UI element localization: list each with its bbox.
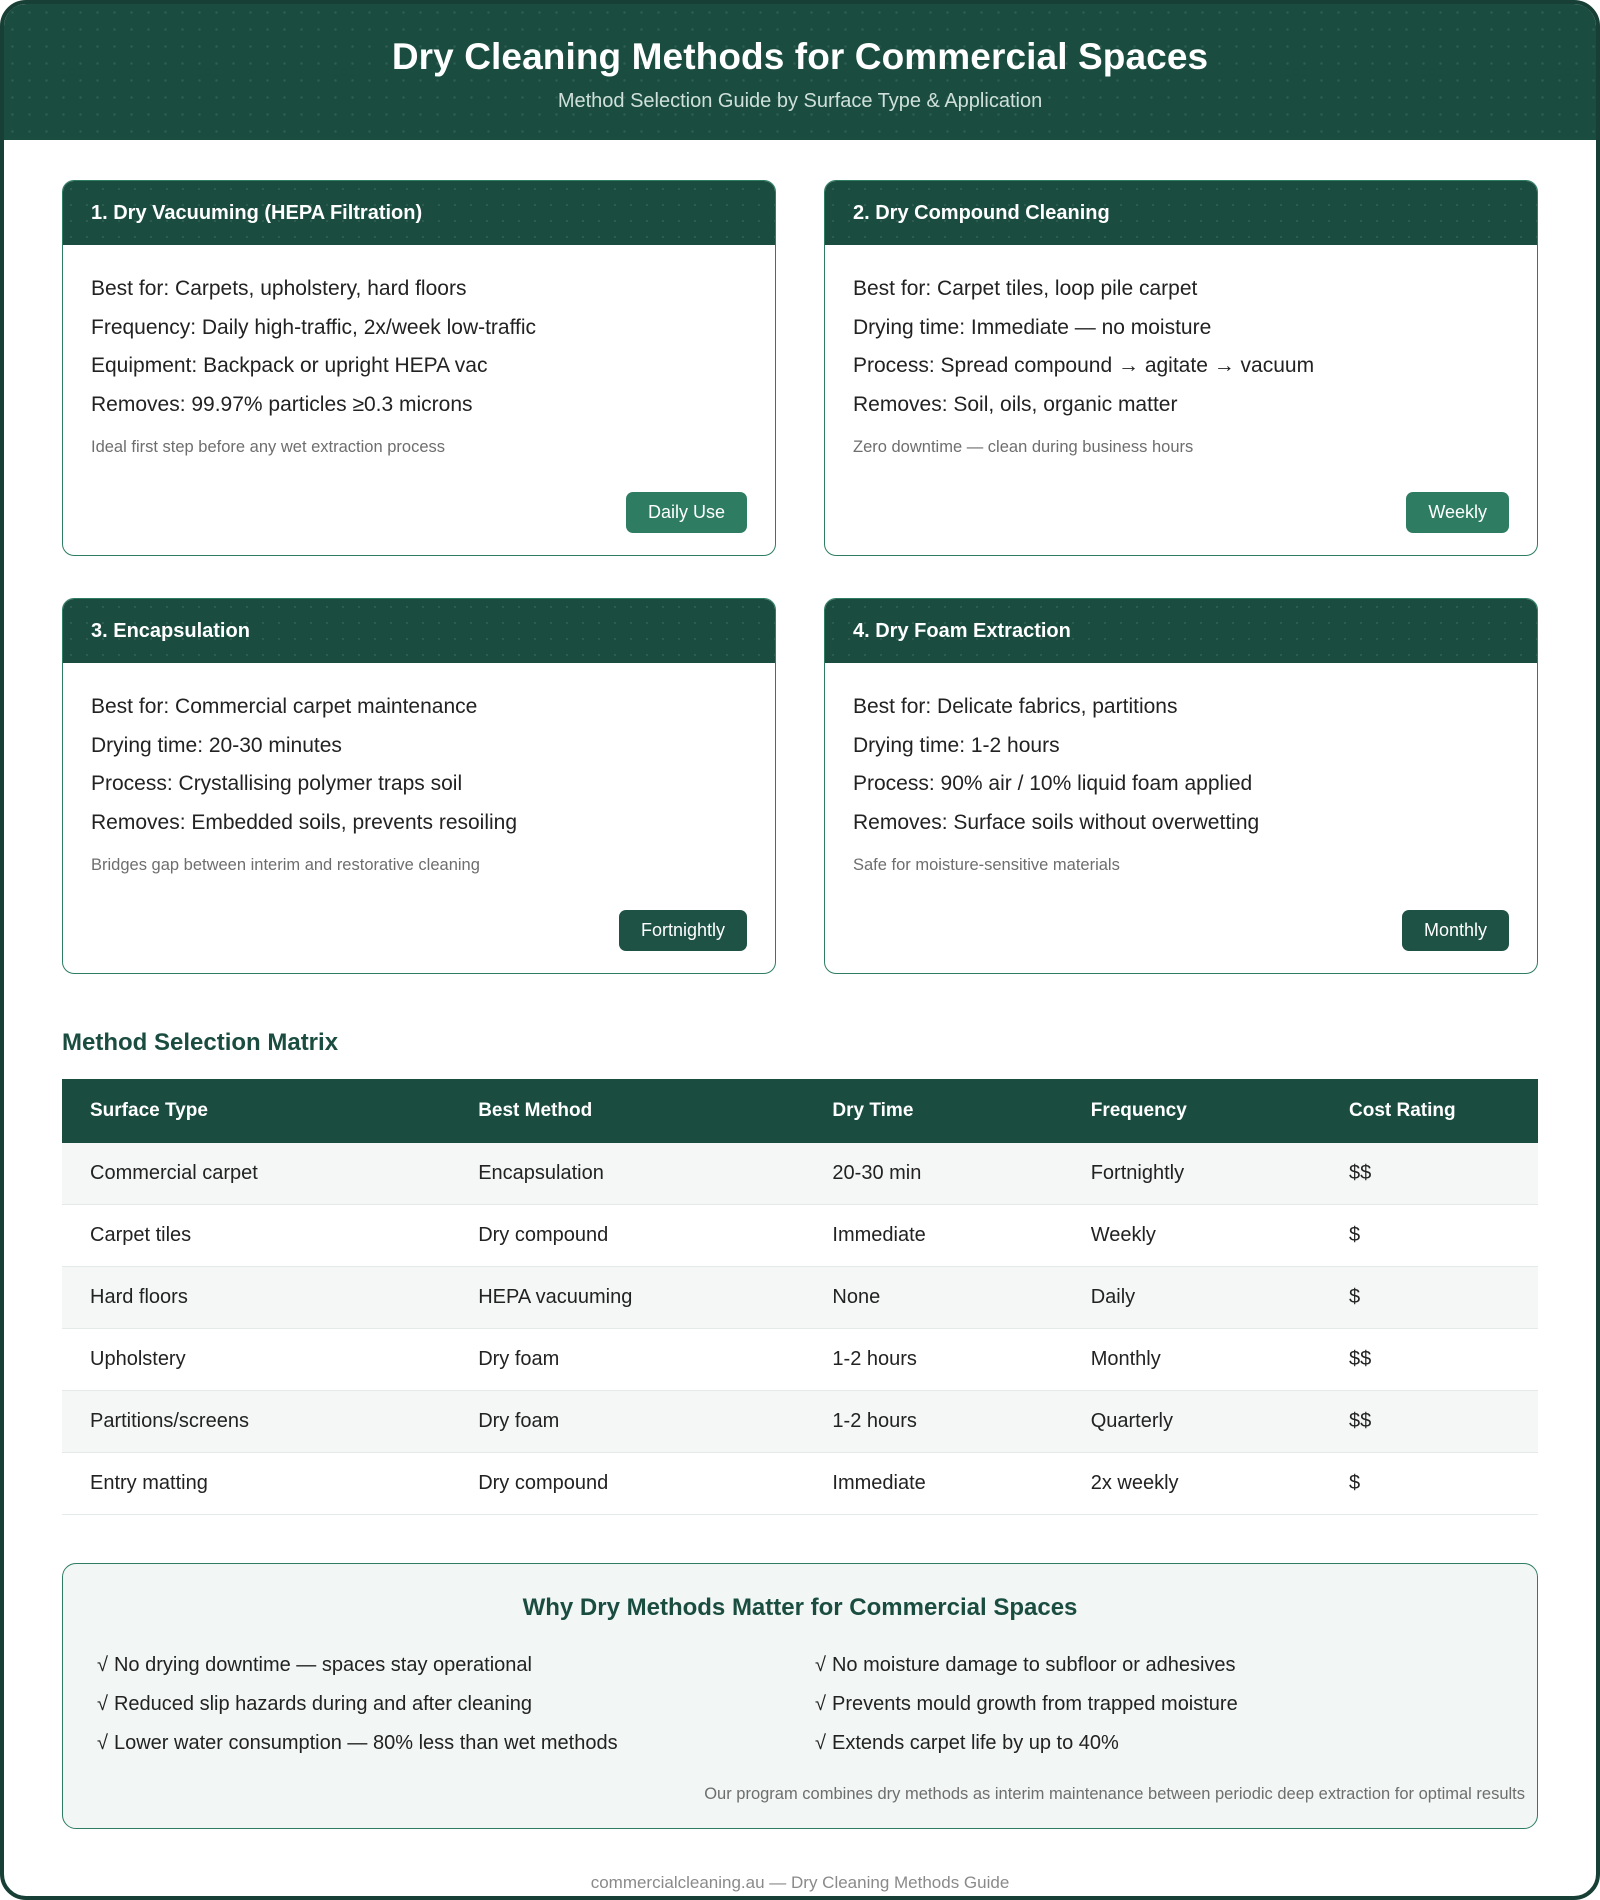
check-icon: √ — [815, 1693, 826, 1716]
cell-cost-rating: $ — [1321, 1453, 1538, 1515]
cell-cost-rating: $$ — [1321, 1329, 1538, 1391]
method-card-3-line-1: Best for: Commercial carpet maintenance — [91, 695, 478, 719]
page-title: Dry Cleaning Methods for Commercial Spaces — [391, 36, 1209, 77]
cell-best-method: Dry foam — [450, 1329, 804, 1391]
column-header-best-method: Best Method — [450, 1079, 804, 1143]
method-card-1-line-3: Equipment: Backpack or upright HEPA vac — [91, 354, 488, 378]
method-card-3-body — [63, 663, 775, 973]
method-card-3-line-3: Process: Crystallising polymer traps soil — [91, 772, 463, 796]
page-footer: commercialcleaning.au — Dry Cleaning Methods Guide — [590, 1873, 1010, 1893]
cell-dry-time: Immediate — [804, 1453, 1062, 1515]
benefit-text: Lower water consumption — 80% less than wet methods — [113, 1732, 618, 1755]
method-card-2-body — [825, 245, 1537, 555]
method-card-grid — [62, 180, 1538, 974]
cell-surface-type: Carpet tiles — [62, 1205, 450, 1267]
cell-surface-type: Partitions/screens — [62, 1391, 450, 1453]
method-card-2-badge[interactable]: Weekly — [1406, 492, 1509, 533]
method-card-2-header — [825, 181, 1537, 245]
table-row[interactable] — [62, 1391, 1538, 1453]
method-card-1-body — [63, 245, 775, 555]
check-icon: √ — [815, 1732, 826, 1755]
method-card-4-title: 4. Dry Foam Extraction — [853, 620, 1071, 643]
method-card-4-header — [825, 599, 1537, 663]
method-card-1-line-4: Removes: 99.97% particles ≥0.3 microns — [91, 392, 473, 416]
benefit-text: Extends carpet life by up to 40% — [831, 1732, 1119, 1755]
page-subtitle: Method Selection Guide by Surface Type & Application — [557, 90, 1043, 113]
matrix-section-title: Method Selection Matrix — [62, 1029, 339, 1057]
cell-cost-rating: $ — [1321, 1205, 1538, 1267]
benefit-text: Reduced slip hazards during and after cleaning — [113, 1693, 533, 1716]
table-body — [62, 1143, 1538, 1515]
method-card-1-title: 1. Dry Vacuuming (HEPA Filtration) — [91, 202, 423, 224]
page-header — [4, 4, 1596, 140]
method-card-1-note: Ideal first step before any wet extraction process — [91, 438, 446, 457]
method-card-2-note: Zero downtime — clean during business hours — [853, 438, 1194, 457]
column-header-dry-time: Dry Time — [804, 1079, 1062, 1143]
method-card-1-line-2: Frequency: Daily high-traffic, 2x/week low-traffic — [91, 315, 537, 339]
benefit-item — [815, 1724, 1503, 1763]
method-selection-table — [62, 1079, 1538, 1515]
table-row[interactable] — [62, 1143, 1538, 1205]
method-card-1-badge-row — [91, 460, 747, 533]
cell-dry-time: Immediate — [804, 1205, 1062, 1267]
method-card-4-line-4: Removes: Surface soils without overwetting — [853, 810, 1260, 834]
check-icon: √ — [97, 1693, 108, 1716]
cell-best-method: HEPA vacuuming — [450, 1267, 804, 1329]
check-icon: √ — [97, 1732, 108, 1755]
method-card-1-badge[interactable]: Daily Use — [626, 492, 747, 533]
table-row[interactable] — [62, 1453, 1538, 1515]
method-card-4-badge[interactable]: Monthly — [1402, 910, 1509, 951]
benefit-text: No moisture damage to subfloor or adhesives — [831, 1654, 1236, 1677]
check-icon: √ — [97, 1654, 108, 1677]
cell-dry-time: 20-30 min — [804, 1143, 1062, 1205]
cell-surface-type: Entry matting — [62, 1453, 450, 1515]
method-card-4-note: Safe for moisture-sensitive materials — [853, 856, 1120, 875]
table-row[interactable] — [62, 1329, 1538, 1391]
method-card-3-line-2: Drying time: 20-30 minutes — [91, 733, 342, 757]
table-row[interactable] — [62, 1205, 1538, 1267]
method-card-2-line-1: Best for: Carpet tiles, loop pile carpet — [853, 277, 1198, 300]
cell-frequency: Fortnightly — [1063, 1143, 1321, 1205]
benefit-item — [815, 1685, 1503, 1724]
method-card-1-header — [63, 181, 775, 245]
benefits-title: Why Dry Methods Matter for Commercial Spaces — [522, 1594, 1078, 1622]
benefit-item — [97, 1685, 785, 1724]
cell-surface-type: Commercial carpet — [62, 1143, 450, 1205]
method-card-4-line-3: Process: 90% air / 10% liquid foam applied — [853, 772, 1253, 796]
method-card-4[interactable] — [824, 598, 1538, 974]
page-body — [4, 140, 1596, 1900]
cell-best-method: Dry foam — [450, 1391, 804, 1453]
method-card-3-line-4: Removes: Embedded soils, prevents resoiling — [91, 810, 518, 834]
method-card-2[interactable] — [824, 180, 1538, 556]
method-card-3-badge-row — [91, 878, 747, 951]
method-card-2-line-3: Process: Spread compound → agitate → vacuum — [853, 354, 1315, 378]
cell-cost-rating: $$ — [1321, 1391, 1538, 1453]
cell-cost-rating: $$ — [1321, 1143, 1538, 1205]
method-card-3-title: 3. Encapsulation — [91, 620, 250, 643]
method-card-1-line-1: Best for: Carpets, upholstery, hard floors — [91, 277, 467, 300]
method-card-2-title: 2. Dry Compound Cleaning — [853, 202, 1110, 224]
cell-best-method: Dry compound — [450, 1205, 804, 1267]
method-card-3[interactable] — [62, 598, 776, 974]
cell-dry-time: None — [804, 1267, 1062, 1329]
cell-dry-time: 1-2 hours — [804, 1391, 1062, 1453]
cell-cost-rating: $ — [1321, 1267, 1538, 1329]
benefit-item — [97, 1646, 785, 1685]
benefit-item — [815, 1646, 1503, 1685]
method-card-4-body — [825, 663, 1537, 973]
cell-frequency: 2x weekly — [1063, 1453, 1321, 1515]
cell-surface-type: Hard floors — [62, 1267, 450, 1329]
cell-best-method: Dry compound — [450, 1453, 804, 1515]
column-header-frequency: Frequency — [1063, 1079, 1321, 1143]
benefits-footnote: Our program combines dry methods as interim maintenance between periodic deep extraction for optimal results — [704, 1785, 1525, 1804]
table-header — [62, 1079, 1538, 1143]
benefit-item — [97, 1724, 785, 1763]
method-card-1[interactable] — [62, 180, 776, 556]
cell-dry-time: 1-2 hours — [804, 1329, 1062, 1391]
method-card-2-line-2: Drying time: Immediate — no moisture — [853, 315, 1212, 339]
cell-frequency: Quarterly — [1063, 1391, 1321, 1453]
method-card-3-header — [63, 599, 775, 663]
check-icon: √ — [815, 1654, 826, 1677]
column-header-surface-type: Surface Type — [62, 1079, 450, 1143]
table-row[interactable] — [62, 1267, 1538, 1329]
cell-surface-type: Upholstery — [62, 1329, 450, 1391]
method-card-2-line-4: Removes: Soil, oils, organic matter — [853, 392, 1178, 416]
cell-frequency: Monthly — [1063, 1329, 1321, 1391]
benefits-panel — [62, 1563, 1538, 1829]
method-card-4-badge-row — [853, 878, 1509, 951]
method-card-4-line-1: Best for: Delicate fabrics, partitions — [853, 695, 1178, 719]
cell-best-method: Encapsulation — [450, 1143, 804, 1205]
table-header-row — [62, 1079, 1538, 1143]
benefit-text: No drying downtime — spaces stay operational — [113, 1654, 532, 1677]
benefit-text: Prevents mould growth from trapped moisture — [831, 1693, 1238, 1716]
method-card-3-badge[interactable]: Fortnightly — [619, 910, 747, 951]
cell-frequency: Daily — [1063, 1267, 1321, 1329]
method-card-3-note: Bridges gap between interim and restorative cleaning — [91, 856, 480, 875]
cell-frequency: Weekly — [1063, 1205, 1321, 1267]
method-card-2-badge-row — [853, 460, 1509, 533]
column-header-cost-rating: Cost Rating — [1321, 1079, 1538, 1143]
method-card-4-line-2: Drying time: 1-2 hours — [853, 733, 1060, 757]
benefits-columns — [97, 1646, 1503, 1763]
